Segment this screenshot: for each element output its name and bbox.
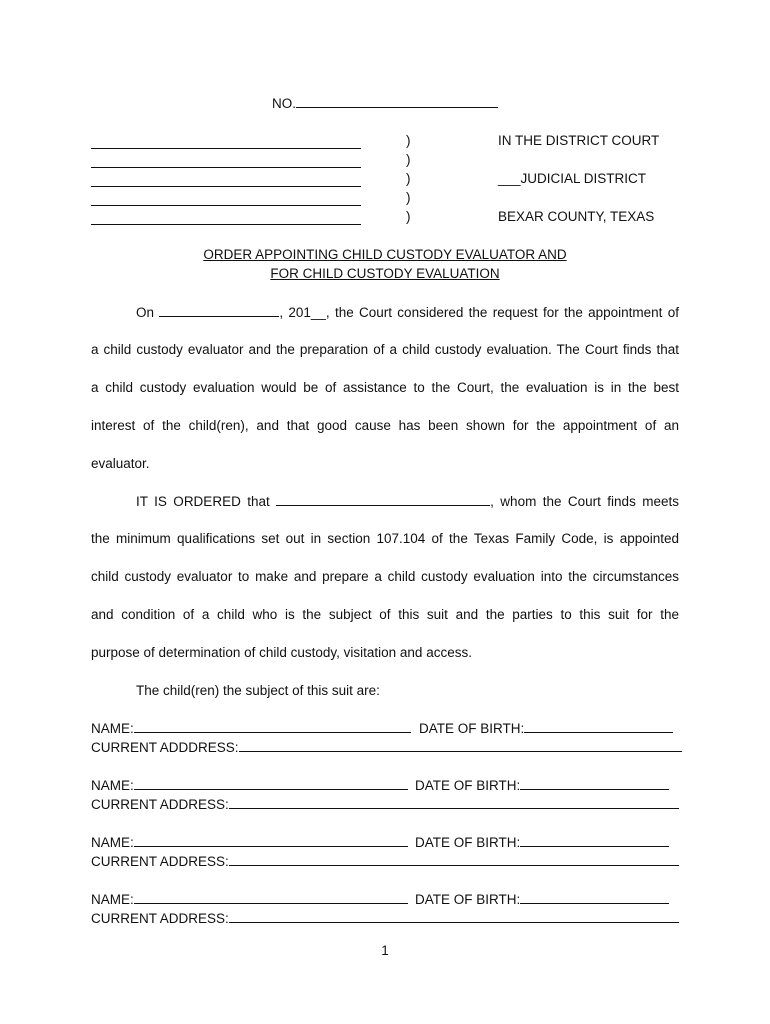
children-intro: The child(ren) the subject of this suit are: [136,683,380,698]
county-name: BEXAR COUNTY, TEXAS [498,209,655,224]
paragraph-request-line-3: a child custody evaluation would be of assistance to the Court, the evaluation is in the best [91,380,679,395]
paragraph-order-line-4: and condition of a child who is the subject of this suit and the parties to this suit for the [91,607,679,622]
child-3-dob-row [415,834,669,850]
on-label: On [136,305,155,320]
caption-paren-5: ) [406,209,411,224]
party-line-1[interactable] [91,148,361,149]
order-title-line-2: FOR CHILD CUSTODY EVALUATION [270,266,500,281]
case-number-label: NO. [272,96,297,111]
court-name: IN THE DISTRICT COURT [498,133,660,148]
child-3-name-row [91,834,408,850]
party-line-2[interactable] [91,167,361,168]
child-2-name-row [91,777,408,793]
child-address-label: CURRENT ADDRESS: [91,854,229,869]
child-2-name-field[interactable] [134,777,408,790]
child-name-label: NAME: [91,892,134,907]
child-3-name-field[interactable] [134,834,408,847]
child-name-label: NAME: [91,721,134,736]
child-dob-label: DATE OF BIRTH: [419,721,525,736]
judicial-district [498,171,646,186]
child-1-name-field[interactable] [134,720,411,733]
child-3-address-field[interactable] [229,853,679,866]
caption-paren-3: ) [406,171,411,186]
case-number-line [272,95,498,111]
party-line-3[interactable] [91,186,361,187]
child-2-dob-row [415,777,669,793]
child-name-label: NAME: [91,835,134,850]
child-1-name-row [91,720,411,736]
child-dob-label: DATE OF BIRTH: [415,778,521,793]
child-4-dob-row [415,891,669,907]
paragraph-order-line-1 [91,493,679,531]
page-number: 1 [381,943,389,958]
child-3-dob-field[interactable] [520,834,669,847]
child-address-label: CURRENT ADDDRESS: [91,740,239,755]
child-2-address-row [91,796,679,812]
child-address-label: CURRENT ADDRESS: [91,797,229,812]
child-1-address-field[interactable] [239,739,682,752]
whom-text: , whom the Court finds meets [490,494,679,509]
child-name-label: NAME: [91,778,134,793]
paragraph-order [91,493,679,683]
child-4-address-field[interactable] [229,910,679,923]
paragraph-request-line-5: evaluator. [91,456,150,471]
child-1-dob-field[interactable] [524,720,673,733]
judicial-district-label: JUDICIAL DISTRICT [520,171,647,186]
child-2-dob-field[interactable] [520,777,669,790]
paragraph-request-line-1 [91,304,679,342]
child-2-address-field[interactable] [229,796,679,809]
paragraph-request-line-4: interest of the child(ren), and that good cause has been shown for the appointment of an [91,418,679,433]
child-1-address-row [91,739,682,755]
paragraph-request-line-2: a child custody evaluator and the preparation of a child custody evaluation. The Court finds that [91,342,679,357]
child-4-name-field[interactable] [134,891,408,904]
hearing-date-field[interactable] [159,304,279,317]
case-number-field[interactable] [296,95,498,108]
child-1-dob-row [419,720,673,736]
caption-paren-2: ) [406,152,411,167]
party-line-5[interactable] [91,224,361,225]
caption-paren-1: ) [406,133,411,148]
paragraph-order-line-5: purpose of determination of child custody, visitation and access. [91,645,472,660]
district-number-field[interactable]: ___ [498,171,521,186]
caption-paren-4: ) [406,190,411,205]
ordered-label: IT IS ORDERED that [136,494,270,509]
party-line-4[interactable] [91,205,361,206]
paragraph-order-line-3: child custody evaluator to make and prepare a child custody evaluation into the circumstances [91,569,679,584]
evaluator-name-field[interactable] [276,493,490,506]
child-3-address-row [91,853,679,869]
child-address-label: CURRENT ADDRESS: [91,911,229,926]
child-4-name-row [91,891,408,907]
order-title-line-1: ORDER APPOINTING CHILD CUSTODY EVALUATOR AND [203,247,567,262]
paragraph-order-line-2: the minimum qualifications set out in section 107.104 of the Texas Family Code, is appointed [91,531,679,546]
year-text: , 201__, the Court considered the request for the appointment of [279,305,679,320]
child-dob-label: DATE OF BIRTH: [415,835,521,850]
paragraph-request [91,304,679,494]
child-4-dob-field[interactable] [520,891,669,904]
child-dob-label: DATE OF BIRTH: [415,892,521,907]
child-4-address-row [91,910,679,926]
